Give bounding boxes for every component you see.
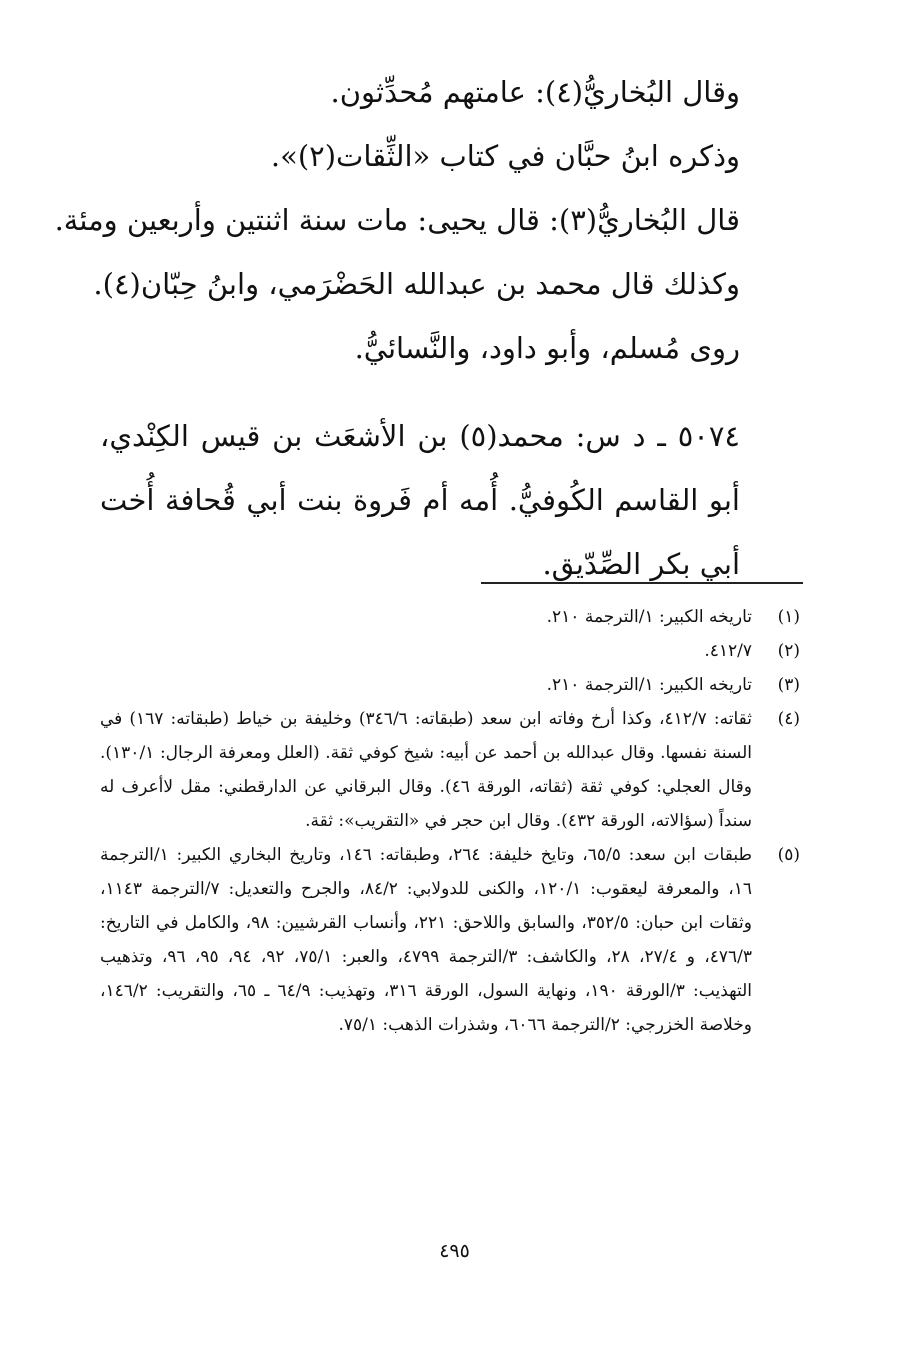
footnote-text: تاريخه الكبير: ١/الترجمة ٢١٠. [546,607,752,627]
page-number: ٤٩٥ [439,1240,470,1262]
footnote-number: (٥) [777,845,800,865]
line-4: وكذلك قال محمد بن عبدالله الحَضْرَمي، وابنُ حِبّان(٤). [93,267,740,301]
footnote [100,600,800,634]
footnote [100,838,800,1042]
footnote-number: (٤) [777,709,800,729]
footnote-text: ثقاته: ٤١٢/٧، وكذا أرخ وفاته ابن سعد (طبقاته: ٣٤٦/٦) وخليفة بن خياط (طبقاته: ١٦٧) في السنة نفسها. وقال عبدالله بن أحمد عن أبيه: شيخ كوفي ثقة. (العلل ومعرفة الرجال: ١٣٠/١). وقال العجلي: كوفي ثقة (ثقاته، الورقة ٤٦). وقال البرقاني عن الدارقطني: مقل لاأعرف له سنداً (سؤالاته، الورقة ٤٣٢). وقال ابن حجر في «التقريب»: ثقة. [100,709,752,831]
footnote-text: ٤١٢/٧. [704,641,752,661]
main-text [54,60,741,596]
footnote-number: (٣) [777,675,800,695]
footnote-text: طبقات ابن سعد: ٦٥/٥، وتايخ خليفة: ٢٦٤، وطبقاته: ١٤٦، وتاريخ البخاري الكبير: ١/الترجمة ١٦، والمعرفة ليعقوب: ١٢٠/١، والكنى للدولابي: ٨٤/٢، والجرح والتعديل: ٧/الترجمة ١١٤٣، وثقات ابن حبان: ٣٥٢/٥، والسابق واللاحق: ٢٢١، وأنساب القرشيين: ٩٨، والكامل في التاريخ: ٤٧٦/٣، و ٢٧/٤، ٢٨، والكاشف: ٣/الترجمة ٤٧٩٩، والعبر: ٧٥/١، ٩٢، ٩٤، ٩٥، ٩٦، وتذهيب التهذيب: ٣/الورقة ١٩٠، ونهاية السول، الورقة ٣١٦، وتهذيب: ٦٤/٩ ـ ٦٥، والتقريب: ١٤٦/٢، وخلاصة الخزرجي: ٢/الترجمة ٦٠٦٦، وشذرات الذهب: ٧٥/١. [100,845,753,1035]
body-paragraphs [54,60,740,380]
footnote-text: تاريخه الكبير: ١/الترجمة ٢١٠. [546,675,752,695]
footnote [100,634,800,668]
footnotes [100,600,800,1042]
line-3: قال البُخاريُّ(٣): قال يحيى: مات سنة اثنتين وأربعين ومئة. [54,203,740,237]
footnote-divider [481,582,803,584]
footnote-number: (٢) [777,641,800,661]
line-5: روى مُسلم، وأبو داود، والنَّسائيُّ. [354,331,740,365]
footnote-number: (١) [777,607,800,627]
line-2: وذكره ابنُ حبَّان في كتاب «الثِّقات(٢)». [270,139,740,173]
footnote [100,668,800,702]
footnote [100,702,800,838]
biography-entry: ٥٠٧٤ ـ د س: محمد(٥) بن الأشعَث بن قيس الكِنْدي، أبو القاسم الكُوفيُّ. أُمه أم فَروة بنت أبي قُحافة أُخت أبي بكر الصِّدّيق. [100,419,741,581]
line-1: وقال البُخاريُّ(٤): عامتهم مُحدِّثون. [330,75,740,109]
